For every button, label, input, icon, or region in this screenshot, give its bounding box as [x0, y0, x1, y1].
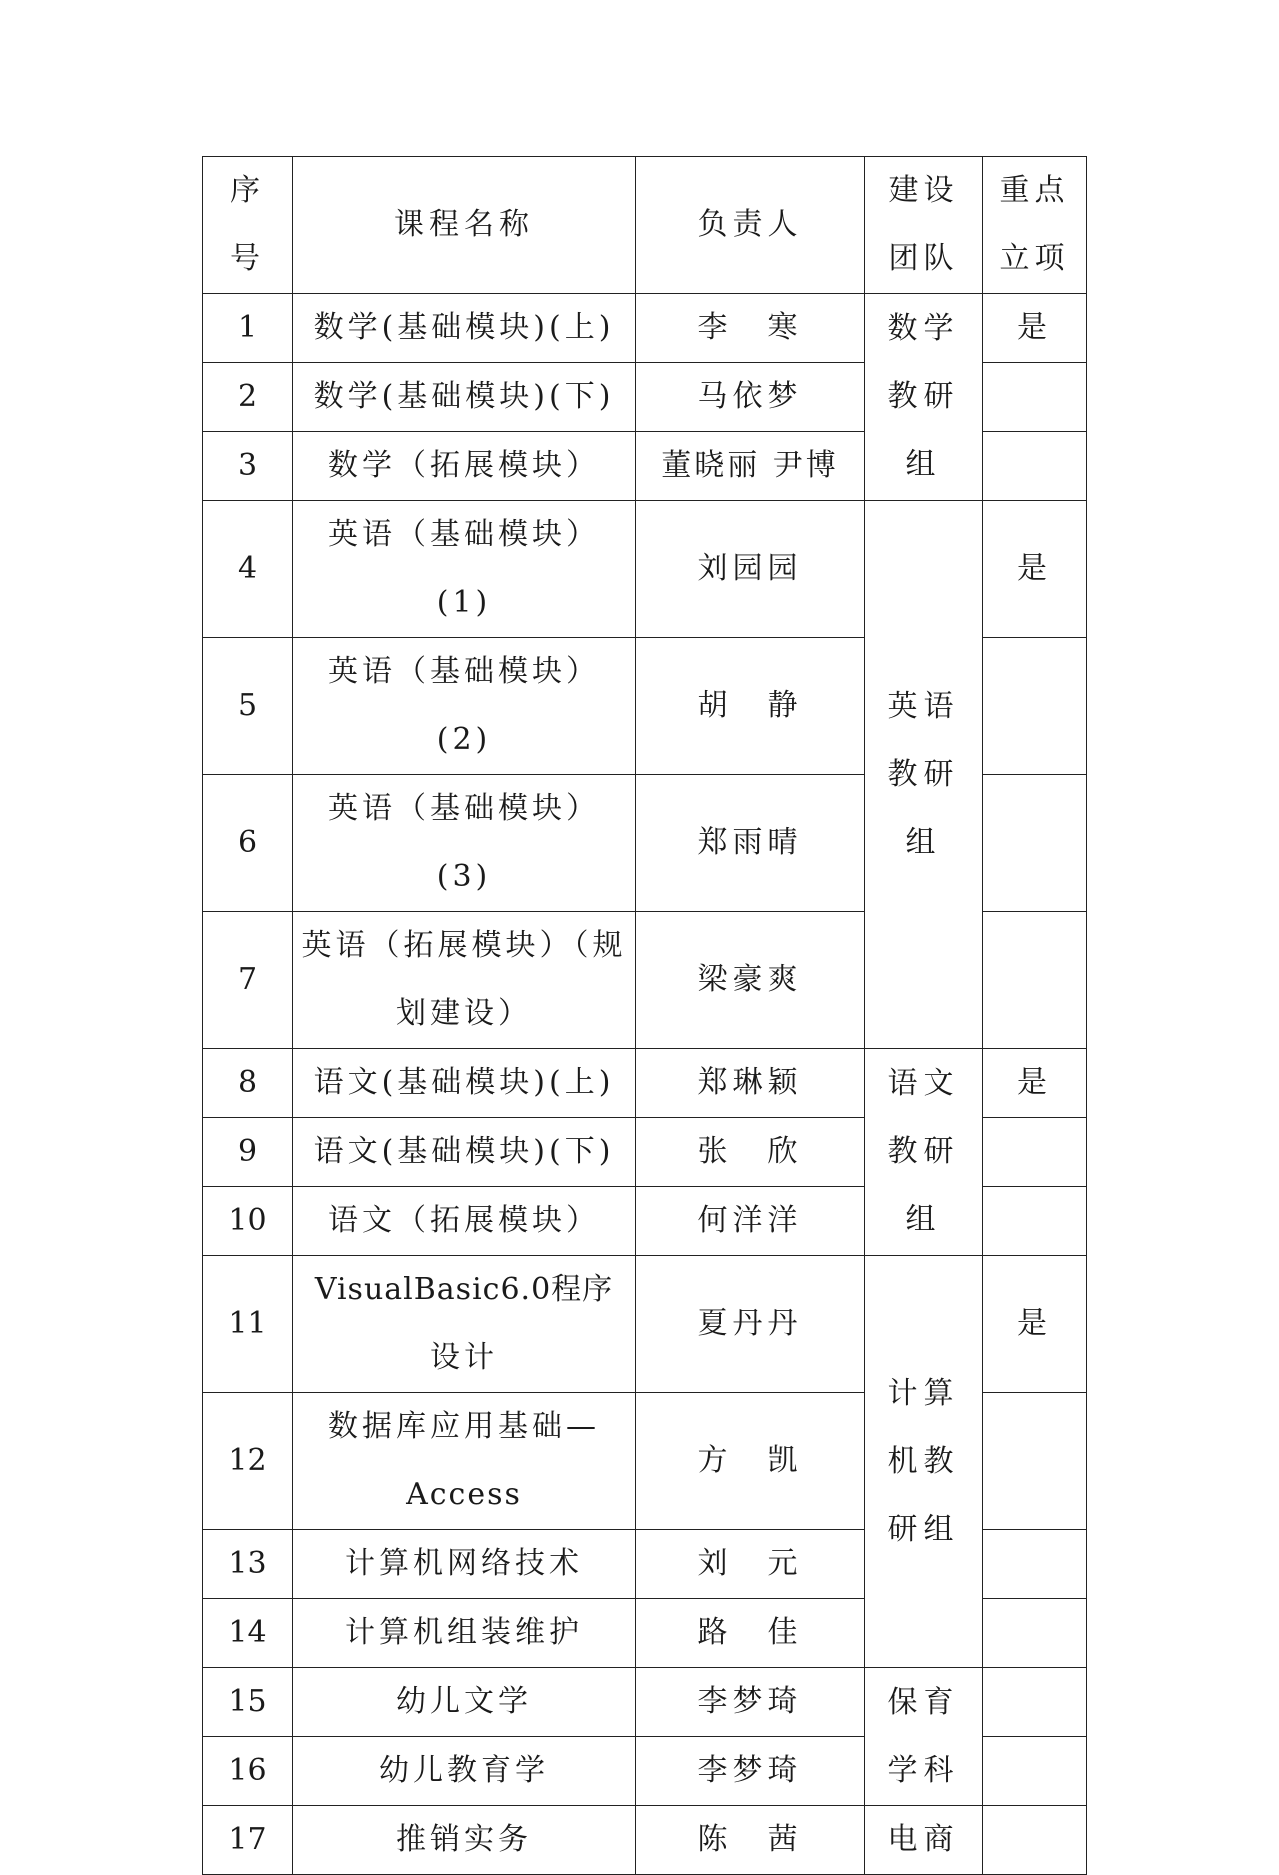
- header-team: 建设 团队: [865, 157, 983, 294]
- course-owner: 陈 茜: [636, 1806, 865, 1875]
- row-number: 12: [203, 1393, 293, 1530]
- key-project-flag: [983, 1187, 1087, 1256]
- key-project-flag: 是: [983, 1256, 1087, 1393]
- table-row: [203, 294, 1087, 363]
- key-project-flag: [983, 1806, 1087, 1875]
- course-owner: 路 佳: [636, 1599, 865, 1668]
- course-name: 语文(基础模块)(上): [293, 1049, 636, 1118]
- course-owner: 李梦琦: [636, 1668, 865, 1737]
- row-number: 9: [203, 1118, 293, 1187]
- key-project-flag: [983, 432, 1087, 501]
- row-number: 10: [203, 1187, 293, 1256]
- key-project-flag: [983, 775, 1087, 912]
- row-number: 6: [203, 775, 293, 912]
- course-name: 英语（基础模块）(2): [293, 638, 636, 775]
- key-project-flag: 是: [983, 294, 1087, 363]
- team-english: 英语 教研 组: [865, 501, 983, 1049]
- table-row: [203, 1256, 1087, 1393]
- row-number: 8: [203, 1049, 293, 1118]
- course-owner: 何洋洋: [636, 1187, 865, 1256]
- row-number: 7: [203, 912, 293, 1049]
- course-name: 语文(基础模块)(下): [293, 1118, 636, 1187]
- table-row: [203, 1806, 1087, 1875]
- course-name: 英语（拓展模块）（规 划建设）: [293, 912, 636, 1049]
- course-name: 英语（基础模块）(3): [293, 775, 636, 912]
- key-project-flag: [983, 1668, 1087, 1737]
- key-project-flag: [983, 1393, 1087, 1530]
- team-computer: 计算 机教 研组: [865, 1256, 983, 1668]
- course-table: [202, 156, 1087, 1875]
- course-name: 数据库应用基础— Access: [293, 1393, 636, 1530]
- course-owner: 李 寒: [636, 294, 865, 363]
- row-number: 5: [203, 638, 293, 775]
- team-ecommerce: 电商: [865, 1806, 983, 1875]
- course-name: 幼儿文学: [293, 1668, 636, 1737]
- key-project-flag: [983, 1599, 1087, 1668]
- course-owner: 张 欣: [636, 1118, 865, 1187]
- key-project-flag: 是: [983, 501, 1087, 638]
- key-project-flag: [983, 638, 1087, 775]
- course-owner: 胡 静: [636, 638, 865, 775]
- key-project-flag: [983, 1737, 1087, 1806]
- row-number: 2: [203, 363, 293, 432]
- course-name: 幼儿教育学: [293, 1737, 636, 1806]
- team-math: 数学 教研 组: [865, 294, 983, 501]
- course-owner: 夏丹丹: [636, 1256, 865, 1393]
- table-row: [203, 501, 1087, 638]
- header-owner: 负责人: [636, 157, 865, 294]
- key-project-flag: [983, 1118, 1087, 1187]
- table-row: [203, 1668, 1087, 1737]
- row-number: 11: [203, 1256, 293, 1393]
- course-owner: 方 凯: [636, 1393, 865, 1530]
- key-project-flag: 是: [983, 1049, 1087, 1118]
- course-owner: 郑琳颖: [636, 1049, 865, 1118]
- course-name: 计算机组装维护: [293, 1599, 636, 1668]
- course-owner: 董晓丽 尹博: [636, 432, 865, 501]
- course-owner: 马依梦: [636, 363, 865, 432]
- row-number: 13: [203, 1530, 293, 1599]
- course-name: 数学（拓展模块）: [293, 432, 636, 501]
- header-row: [203, 157, 1087, 294]
- course-name: 数学(基础模块)(上): [293, 294, 636, 363]
- course-owner: 梁豪爽: [636, 912, 865, 1049]
- row-number: 3: [203, 432, 293, 501]
- header-key: 重点 立项: [983, 157, 1087, 294]
- row-number: 14: [203, 1599, 293, 1668]
- course-owner: 刘园园: [636, 501, 865, 638]
- course-name: 计算机网络技术: [293, 1530, 636, 1599]
- row-number: 4: [203, 501, 293, 638]
- header-seq: 序 号: [203, 157, 293, 294]
- key-project-flag: [983, 363, 1087, 432]
- row-number: 17: [203, 1806, 293, 1875]
- course-name: 语文（拓展模块）: [293, 1187, 636, 1256]
- course-owner: 李梦琦: [636, 1737, 865, 1806]
- row-number: 15: [203, 1668, 293, 1737]
- row-number: 16: [203, 1737, 293, 1806]
- course-name: 数学(基础模块)(下): [293, 363, 636, 432]
- team-chinese: 语文 教研 组: [865, 1049, 983, 1256]
- course-name: 推销实务: [293, 1806, 636, 1875]
- course-owner: 郑雨晴: [636, 775, 865, 912]
- key-project-flag: [983, 912, 1087, 1049]
- course-name: VisualBasic6.0程序 设计: [293, 1256, 636, 1393]
- header-course: 课程名称: [293, 157, 636, 294]
- team-preschool: 保育 学科: [865, 1668, 983, 1806]
- key-project-flag: [983, 1530, 1087, 1599]
- course-name: 英语（基础模块）(1): [293, 501, 636, 638]
- table-row: [203, 1049, 1087, 1118]
- row-number: 1: [203, 294, 293, 363]
- course-owner: 刘 元: [636, 1530, 865, 1599]
